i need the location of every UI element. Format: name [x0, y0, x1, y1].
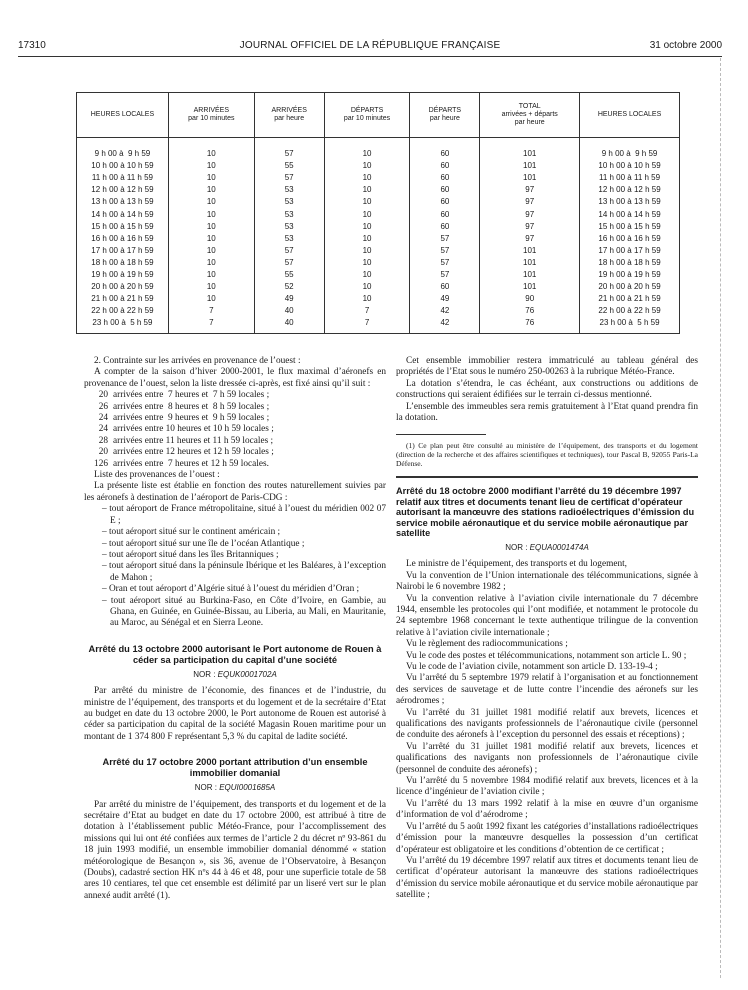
- table-cell: 42: [410, 305, 480, 317]
- footnote: (1) Ce plan peut être consulté au ministère de l’équipement, des transports et du logement (direction de la recherche et des affaires scientifiques et techniques), tour Pascal B, 92055 Paris-La Défense.: [396, 441, 698, 469]
- table-cell: 10: [324, 221, 410, 233]
- arrivals-list: [84, 390, 386, 470]
- list-item: – tout aéroport situé sur le continent américain ;: [102, 527, 281, 538]
- table-cell: 10: [324, 269, 410, 281]
- table-cell: 10 h 00 à 10 h 59: [580, 160, 680, 172]
- table-row: [77, 208, 680, 220]
- column-header: HEURES LOCALES: [580, 93, 680, 138]
- table-cell: 10: [168, 281, 254, 293]
- paragraph: Vu l’arrêté du 19 décembre 1997 relatif aux titres et documents tenant lieu de certificat d’opérateur autorisant la manœuvre des stations radioélectriques d’émission du service mobile aéronautique et du service mobile aéronautique par satellite ;: [396, 855, 698, 901]
- table-cell: 60: [410, 138, 480, 161]
- table-cell: 15 h 00 à 15 h 59: [77, 221, 169, 233]
- table-cell: 10: [168, 245, 254, 257]
- list-item: – tout aéroport situé dans la péninsule Ibérique et les Baléares, à l’exception de Mahon ;: [102, 561, 386, 583]
- table-row: [77, 172, 680, 184]
- paragraph: Vu l’arrêté du 5 août 1992 fixant les catégories d’installations radioélectriques d’émission pour la manœuvre desquelles la possession d’un certificat d’opérateur est obligatoire et les conditions d’obtention de ce certificat ;: [396, 821, 698, 855]
- table-cell: 10: [168, 293, 254, 305]
- table-cell: 97: [480, 221, 580, 233]
- table-cell: 52: [254, 281, 324, 293]
- paragraph: Vu la convention de l’Union internationale des télécommunications, signée à Nairobi le 6 novembre 1982 ;: [396, 570, 698, 593]
- paragraph: Vu le règlement des radiocommunications ;: [406, 639, 568, 650]
- arrival-text: arrivées entre 7 heures et 7 h 59 locales ;: [113, 390, 270, 401]
- table-cell: 60: [410, 196, 480, 208]
- table-cell: 55: [254, 160, 324, 172]
- table-cell: 20 h 00 à 20 h 59: [77, 281, 169, 293]
- list-item: – tout aéroport situé sur une île de l’océan Atlantique ;: [102, 538, 305, 549]
- right-column: [396, 356, 698, 902]
- table-cell: 10: [324, 245, 410, 257]
- paragraph: L’ensemble des immeubles sera remis gratuitement à l’Etat quand prendra fin la dotation.: [396, 401, 698, 424]
- schedule-table: [76, 92, 680, 334]
- arrival-text: arrivées entre 7 heures et 12 h 59 locales.: [113, 458, 269, 469]
- arrival-line: [84, 390, 386, 401]
- arrival-count: 20: [98, 390, 108, 401]
- paragraph: Cet ensemble immobilier restera immatriculé au tableau général des propriétés de l’Etat sous le numéro 250-00263 à la rubrique Météo-France.: [396, 356, 698, 378]
- arrival-count: 24: [98, 413, 108, 424]
- table-cell: 17 h 00 à 17 h 59: [77, 245, 169, 257]
- table-cell: 57: [254, 138, 324, 161]
- paragraph: Vu le code de l’aviation civile, notamment son article D. 133-19-4 ;: [406, 662, 658, 672]
- table-cell: 10: [324, 233, 410, 245]
- table-cell: 18 h 00 à 18 h 59: [580, 257, 680, 269]
- provenance-list: [84, 504, 386, 629]
- table-cell: 40: [254, 305, 324, 317]
- section-heading: 2. Contrainte sur les arrivées en provenance de l’ouest :: [94, 356, 301, 366]
- list-item: – Oran et tout aéroport d’Algérie situé à l’ouest du méridien d’Oran ;: [102, 584, 360, 595]
- table-cell: 10: [324, 138, 410, 161]
- table-cell: 97: [480, 196, 580, 208]
- table-cell: 42: [410, 317, 480, 334]
- table-cell: 17 h 00 à 17 h 59: [580, 245, 680, 257]
- table-cell: 10: [324, 184, 410, 196]
- table-cell: 10: [168, 172, 254, 184]
- column-header: DÉPARTS par 10 minutes: [324, 93, 410, 138]
- paragraph: Vu le code des postes et télécommunications, notamment son article L. 90 ;: [406, 650, 687, 661]
- table-cell: 57: [254, 245, 324, 257]
- paragraph: Vu l’arrêté du 31 juillet 1981 modifié relatif aux brevets, licences et qualifications des navigants professionnels de l’aéronautique civile (personnel de conduite des aéronefs à l’exception du personnel des essais et réceptions) ;: [396, 707, 698, 741]
- table-cell: 9 h 00 à 9 h 59: [77, 138, 169, 161]
- nor-reference: NOR : EQUA0001474A: [505, 542, 589, 552]
- table-cell: 10 h 00 à 10 h 59: [77, 160, 169, 172]
- decree-body: [396, 559, 698, 901]
- table-cell: 60: [410, 208, 480, 220]
- table-cell: 101: [480, 245, 580, 257]
- journal-title: JOURNAL OFFICIEL DE LA RÉPUBLIQUE FRANÇAISE: [239, 40, 501, 51]
- table-cell: 60: [410, 221, 480, 233]
- table-cell: 101: [480, 160, 580, 172]
- table-cell: 97: [480, 233, 580, 245]
- paragraph: Vu la convention relative à l’aviation civile internationale du 7 décembre 1944, ensemble les protocoles qui l’ont modifiée, et notamment le protocole du 24 septembre 1968 concernant le texte authentique trilingue de la convention relative à l’aviation civile internationale ;: [396, 593, 698, 638]
- arrival-count: 24: [98, 424, 108, 435]
- table-cell: 10: [168, 184, 254, 196]
- page-number: 17310: [18, 40, 46, 51]
- table-cell: 20 h 00 à 20 h 59: [580, 281, 680, 293]
- table-cell: 53: [254, 184, 324, 196]
- table-cell: 57: [254, 172, 324, 184]
- header-rule: [18, 56, 722, 57]
- issue-date: 31 octobre 2000: [649, 40, 722, 51]
- column-header: TOTAL arrivées + départs par heure: [480, 93, 580, 138]
- table-cell: 19 h 00 à 19 h 59: [77, 269, 169, 281]
- table-cell: 90: [480, 293, 580, 305]
- table-cell: 49: [254, 293, 324, 305]
- table-cell: 10: [168, 233, 254, 245]
- table-cell: 10: [168, 160, 254, 172]
- table-cell: 22 h 00 à 22 h 59: [77, 305, 169, 317]
- table-row: [77, 138, 680, 161]
- paragraph: A compter de la saison d’hiver 2000-2001, le flux maximal d’aéronefs en provenance de l’ouest, selon la liste dressée ci-après, est fixé ainsi qu’il suit :: [84, 367, 386, 389]
- column-header: ARRIVÉES par 10 minutes: [168, 93, 254, 138]
- paragraph: La dotation s’étendra, le cas échéant, aux constructions ou additions de constructions qui seraient édifiées sur le terrain ci-dessus mentionné.: [396, 378, 698, 401]
- table-row: [77, 233, 680, 245]
- table-cell: 49: [410, 293, 480, 305]
- paragraph: La présente liste est établie en fonction des routes naturellement suivies par les aéronefs à destination de l’aéroport de Paris-CDG :: [84, 481, 386, 503]
- table-cell: 16 h 00 à 16 h 59: [580, 233, 680, 245]
- table-cell: 60: [410, 184, 480, 196]
- footnote-rule: [396, 434, 486, 435]
- section-rule: [396, 476, 698, 478]
- table-cell: 21 h 00 à 21 h 59: [77, 293, 169, 305]
- paragraph: Vu l’arrêté du 5 septembre 1979 relatif à l’organisation et au fonctionnement des services de sauvetage et de lutte contre l’incendie des aéronefs sur les aérodromes ;: [396, 673, 698, 707]
- nor-reference: NOR : EQUI0001685A: [194, 783, 276, 793]
- table-cell: 97: [480, 208, 580, 220]
- table-cell: 10: [168, 208, 254, 220]
- table-cell: 76: [480, 305, 580, 317]
- table-cell: 55: [254, 269, 324, 281]
- table-row: [77, 317, 680, 334]
- arrival-count: 20: [98, 447, 108, 458]
- decree-title: Arrêté du 17 octobre 2000 portant attribution d’un ensemble immobilier domanial: [102, 757, 368, 779]
- table-cell: 101: [480, 172, 580, 184]
- table-cell: 18 h 00 à 18 h 59: [77, 257, 169, 269]
- margin-line: [720, 58, 721, 978]
- table-cell: 10: [324, 293, 410, 305]
- table-cell: 10: [324, 196, 410, 208]
- table-row: [77, 257, 680, 269]
- arrival-line: [84, 447, 386, 458]
- table-cell: 57: [254, 257, 324, 269]
- table-cell: 12 h 00 à 12 h 59: [77, 184, 169, 196]
- list-item: – tout aéroport situé dans les îles Britanniques ;: [102, 549, 279, 560]
- table-cell: 101: [480, 269, 580, 281]
- table-cell: 10: [324, 257, 410, 269]
- table-header-row: [77, 93, 680, 138]
- arrival-line: [84, 413, 386, 424]
- page-header: [18, 40, 722, 54]
- table-cell: 76: [480, 317, 580, 334]
- table-cell: 7: [324, 317, 410, 334]
- table-cell: 11 h 00 à 11 h 59: [77, 172, 169, 184]
- table-cell: 101: [480, 257, 580, 269]
- table-row: [77, 196, 680, 208]
- table-cell: 7: [168, 317, 254, 334]
- arrival-line: [84, 402, 386, 413]
- table-cell: 57: [410, 257, 480, 269]
- table-cell: 10: [324, 160, 410, 172]
- paragraph: Le ministre de l’équipement, des transports et du logement,: [406, 559, 628, 570]
- table-cell: 21 h 00 à 21 h 59: [580, 293, 680, 305]
- table-row: [77, 245, 680, 257]
- list-item: – tout aéroport de France métropolitaine, situé à l’ouest du méridien 002 07 E ;: [102, 504, 386, 526]
- nor-reference: NOR : EQUK0001702A: [193, 669, 277, 679]
- arrival-count: 26: [98, 401, 108, 412]
- table-cell: 7: [168, 305, 254, 317]
- table-cell: 15 h 00 à 15 h 59: [580, 221, 680, 233]
- table-row: [77, 269, 680, 281]
- paragraph: Vu l’arrêté du 13 mars 1992 relatif à la mise en œuvre d’un organisme d’information de vol d’aérodrome ;: [396, 798, 698, 821]
- table-row: [77, 184, 680, 196]
- arrival-line: [84, 436, 386, 447]
- table-cell: 40: [254, 317, 324, 334]
- table-cell: 9 h 00 à 9 h 59: [580, 138, 680, 161]
- table-cell: 10: [168, 257, 254, 269]
- table-cell: 97: [480, 184, 580, 196]
- left-column: [84, 356, 386, 902]
- table-cell: 57: [410, 233, 480, 245]
- table-cell: 14 h 00 à 14 h 59: [580, 208, 680, 220]
- paragraph: Liste des provenances de l’ouest :: [94, 470, 220, 481]
- arrival-text: arrivées entre 12 heures et 12 h 59 locales ;: [113, 447, 274, 458]
- table-row: [77, 221, 680, 233]
- paragraph: Par arrêté du ministre de l’équipement, des transports et du logement et de la secrétaire d’Etat au budget en date du 17 octobre 2000, est attribué à titre de dotation à l’établissement public Météo-France, pour l’accomplissement des missions qui lui ont été confiées aux termes de l’article 2 du décret nº 93-861 du 18 juin 1993 modifié, un ensemble immobilier domanial dénommé « station météorologique de Besançon », sis 36, avenue de l’Observatoire, à Besançon (Doubs), cadastré section HK nºs 44 à 46 et 48, pour une superficie totale de 58 ares 10 centiares, tel que cet ensemble est délimité par un liseré vert sur le plan annexé audit arrêté (1).: [84, 799, 386, 901]
- column-header: ARRIVÉES par heure: [254, 93, 324, 138]
- arrival-text: arrivées entre 8 heures et 8 h 59 locales ;: [113, 401, 270, 412]
- table-cell: 53: [254, 221, 324, 233]
- table-cell: 10: [168, 269, 254, 281]
- arrival-count: 28: [98, 435, 108, 446]
- paragraph: Par arrêté du ministre de l’économie, des finances et de l’industrie, du ministre de l’équipement, des transports et du logement et de la secrétaire d’Etat au budget en date du 13 octobre 2000, le Port autonome de Rouen est autorisé à céder sa participation du capital de la société Magasin Rouen maritime pour un montant de 1 374 800 F représentant 5,3 % du capital de ladite société.: [84, 686, 386, 742]
- table-row: [77, 281, 680, 293]
- table-cell: 10: [324, 281, 410, 293]
- table-cell: 14 h 00 à 14 h 59: [77, 208, 169, 220]
- table-cell: 60: [410, 281, 480, 293]
- paragraph: Vu l’arrêté du 5 novembre 1984 modifié relatif aux brevets, licences et à la licence d’ingénieur de l’aviation civile ;: [396, 776, 698, 798]
- table-cell: 22 h 00 à 22 h 59: [580, 305, 680, 317]
- column-header: DÉPARTS par heure: [410, 93, 480, 138]
- table-body: [77, 138, 680, 334]
- decree-title: Arrêté du 18 octobre 2000 modifiant l’arrêté du 19 décembre 1997 relatif aux titres et documents tenant lieu de certificat d’opérateur autorisant la manœuvre des stations radioélectriques d’émission du service mobile aéronautique et du service mobile aéronautique par satellite: [396, 486, 695, 539]
- column-header: HEURES LOCALES: [77, 93, 169, 138]
- table-row: [77, 293, 680, 305]
- table-cell: 101: [480, 281, 580, 293]
- arrival-text: arrivées entre 10 heures et 10 h 59 locales ;: [113, 424, 274, 435]
- arrival-line: [84, 459, 386, 470]
- table-cell: 10: [324, 208, 410, 220]
- table-row: [77, 160, 680, 172]
- paragraph: Vu l’arrêté du 31 juillet 1981 modifié relatif aux brevets, licences et qualifications des navigants non professionnels de l’aéronautique civile (personnel de conduite des aéronefs) ;: [396, 741, 698, 775]
- list-item: – tout aéroport situé au Burkina-Faso, en Côte d’Ivoire, en Gambie, au Ghana, en Guinée, en Guinée-Bissau, au Liberia, au Mali, en Mauritanie, au Maroc, au Sénégal et en Sierra Leone.: [102, 595, 386, 629]
- table-cell: 60: [410, 172, 480, 184]
- table-cell: 57: [410, 245, 480, 257]
- table-cell: 57: [410, 269, 480, 281]
- table-cell: 23 h 00 à 5 h 59: [580, 317, 680, 334]
- table-cell: 101: [480, 138, 580, 161]
- table-cell: 53: [254, 208, 324, 220]
- table-cell: 53: [254, 196, 324, 208]
- table-cell: 16 h 00 à 16 h 59: [77, 233, 169, 245]
- table-cell: 23 h 00 à 5 h 59: [77, 317, 169, 334]
- table-cell: 12 h 00 à 12 h 59: [580, 184, 680, 196]
- table-cell: 10: [168, 221, 254, 233]
- table-cell: 13 h 00 à 13 h 59: [77, 196, 169, 208]
- table-cell: 7: [324, 305, 410, 317]
- arrival-line: [84, 424, 386, 435]
- table-cell: 53: [254, 233, 324, 245]
- decree-title: Arrêté du 13 octobre 2000 autorisant le Port autonome de Rouen à céder sa participation du capital d’une société: [88, 643, 382, 665]
- arrival-count: 126: [94, 458, 108, 469]
- table-cell: 60: [410, 160, 480, 172]
- arrival-text: arrivées entre 11 heures et 11 h 59 locales ;: [113, 435, 274, 446]
- table-row: [77, 305, 680, 317]
- table-cell: 10: [168, 138, 254, 161]
- table-cell: 10: [168, 196, 254, 208]
- table-cell: 13 h 00 à 13 h 59: [580, 196, 680, 208]
- table-cell: 11 h 00 à 11 h 59: [580, 172, 680, 184]
- table-cell: 10: [324, 172, 410, 184]
- arrival-text: arrivées entre 9 heures et 9 h 59 locales ;: [113, 413, 270, 424]
- table-cell: 19 h 00 à 19 h 59: [580, 269, 680, 281]
